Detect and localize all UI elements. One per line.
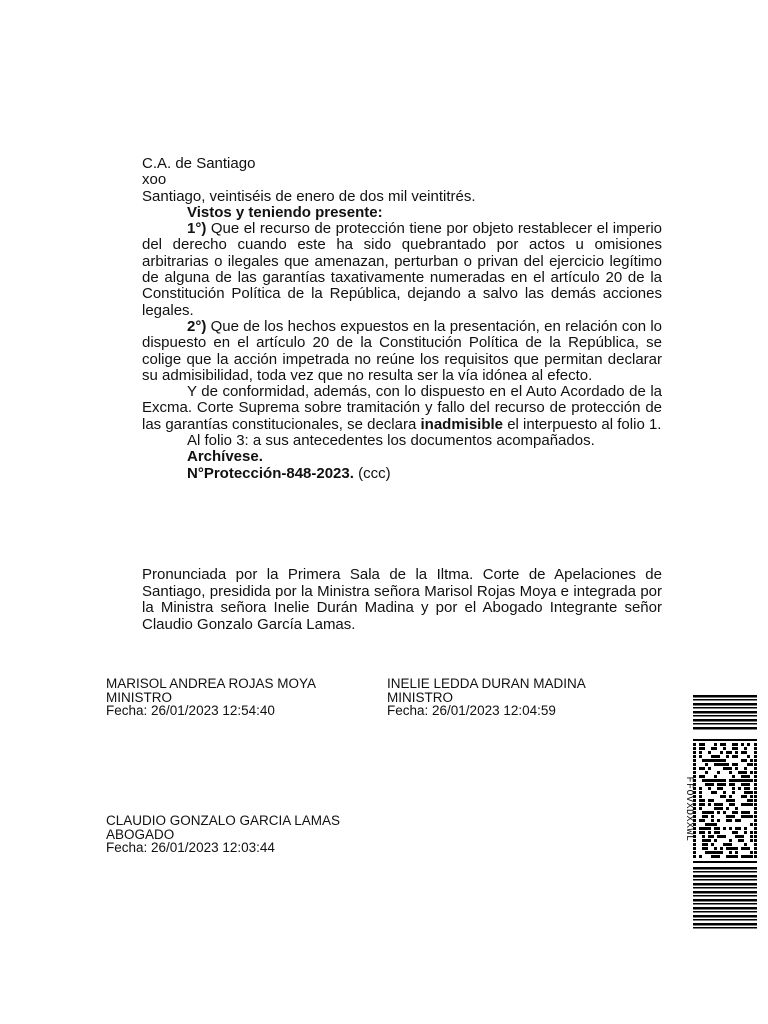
case-number: N°Protección-848-2023. (ccc) (187, 464, 391, 482)
internal-code: xoo (142, 171, 167, 189)
signer-name: MARISOL ANDREA ROJAS MOYA (106, 676, 317, 691)
signer-role: ABOGADO (106, 826, 175, 842)
considerando-2-text: Que de los hechos expuestos en la presentación, en relación con lo dispuesto en el artículo 20 de la Constitución Política de la República, se colige que la acción impetrada no reúne los requisitos que permitan declarar su admisibilidad, toda vez que no resulta ser la vía idónea al efecto. (142, 317, 662, 384)
considerando-2 (142, 319, 662, 384)
vistos-heading: Vistos y teniendo presente: (187, 203, 383, 221)
pronouncement-paragraph: Pronunciada por la Primera Sala de la Iltma. Corte de Apelaciones de Santiago, presidida por la Ministra señora Marisol Rojas Moya e integrada por la Ministra señora Inelie Durán Madina y por el Abogado Integrante señor Claudio Gonzalo García Lamas. (142, 566, 662, 633)
signature-block-2 (387, 677, 586, 718)
considerando-1-text: Que el recurso de protección tiene por objeto restablecer el imperio del derecho cuando este ha sido quebrantado por actos u omisiones arbitrarias o ilegales que amenazan, perturban o privan del ejercicio legítimo de alguna de las garantías taxativamente numeradas en el artículo 20 de la Constitución Política de la República, dejando a salvo las demás acciones legales. (142, 220, 662, 319)
inadmisible-word: inadmisible (420, 415, 504, 433)
signature-date: Fecha: 26/01/2023 12:54:40 (106, 703, 275, 718)
archivese-line: Archívese. (187, 448, 263, 466)
resolution-decision: Y de conformidad, además, con lo dispuesto en el Auto Acordado de la Excma. Corte Suprema sobre tramitación y fallo del recurso de protección de las garantías constitucionales, se declara inadmisible el interpuesto al folio 1. (142, 383, 662, 433)
signer-role: MINISTRO (387, 689, 453, 705)
date-line: Santiago, veintiséis de enero de dos mil veintitrés. (142, 187, 476, 205)
considerando-1 (142, 221, 662, 319)
considerando-1-number: 1°) (187, 220, 207, 238)
signature-date: Fecha: 26/01/2023 12:03:44 (106, 840, 275, 855)
considerando-2-number: 2°) (187, 317, 207, 335)
signature-date: Fecha: 26/01/2023 12:04:59 (387, 703, 556, 718)
signer-name: CLAUDIO GONZALO GARCIA LAMAS (106, 813, 341, 828)
signature-block-1 (106, 677, 316, 718)
resolution-text (142, 156, 662, 482)
signer-name: INELIE LEDDA DURAN MADINA (387, 676, 586, 691)
signer-role: MINISTRO (106, 689, 172, 705)
court-name: C.A. de Santiago (142, 155, 256, 172)
signature-block-3 (106, 814, 340, 855)
folio-note: Al folio 3: a sus antecedentes los documentos acompañados. (187, 432, 595, 450)
verification-code: FFOVXDXXWL (683, 776, 694, 842)
verification-barcode (693, 695, 757, 931)
